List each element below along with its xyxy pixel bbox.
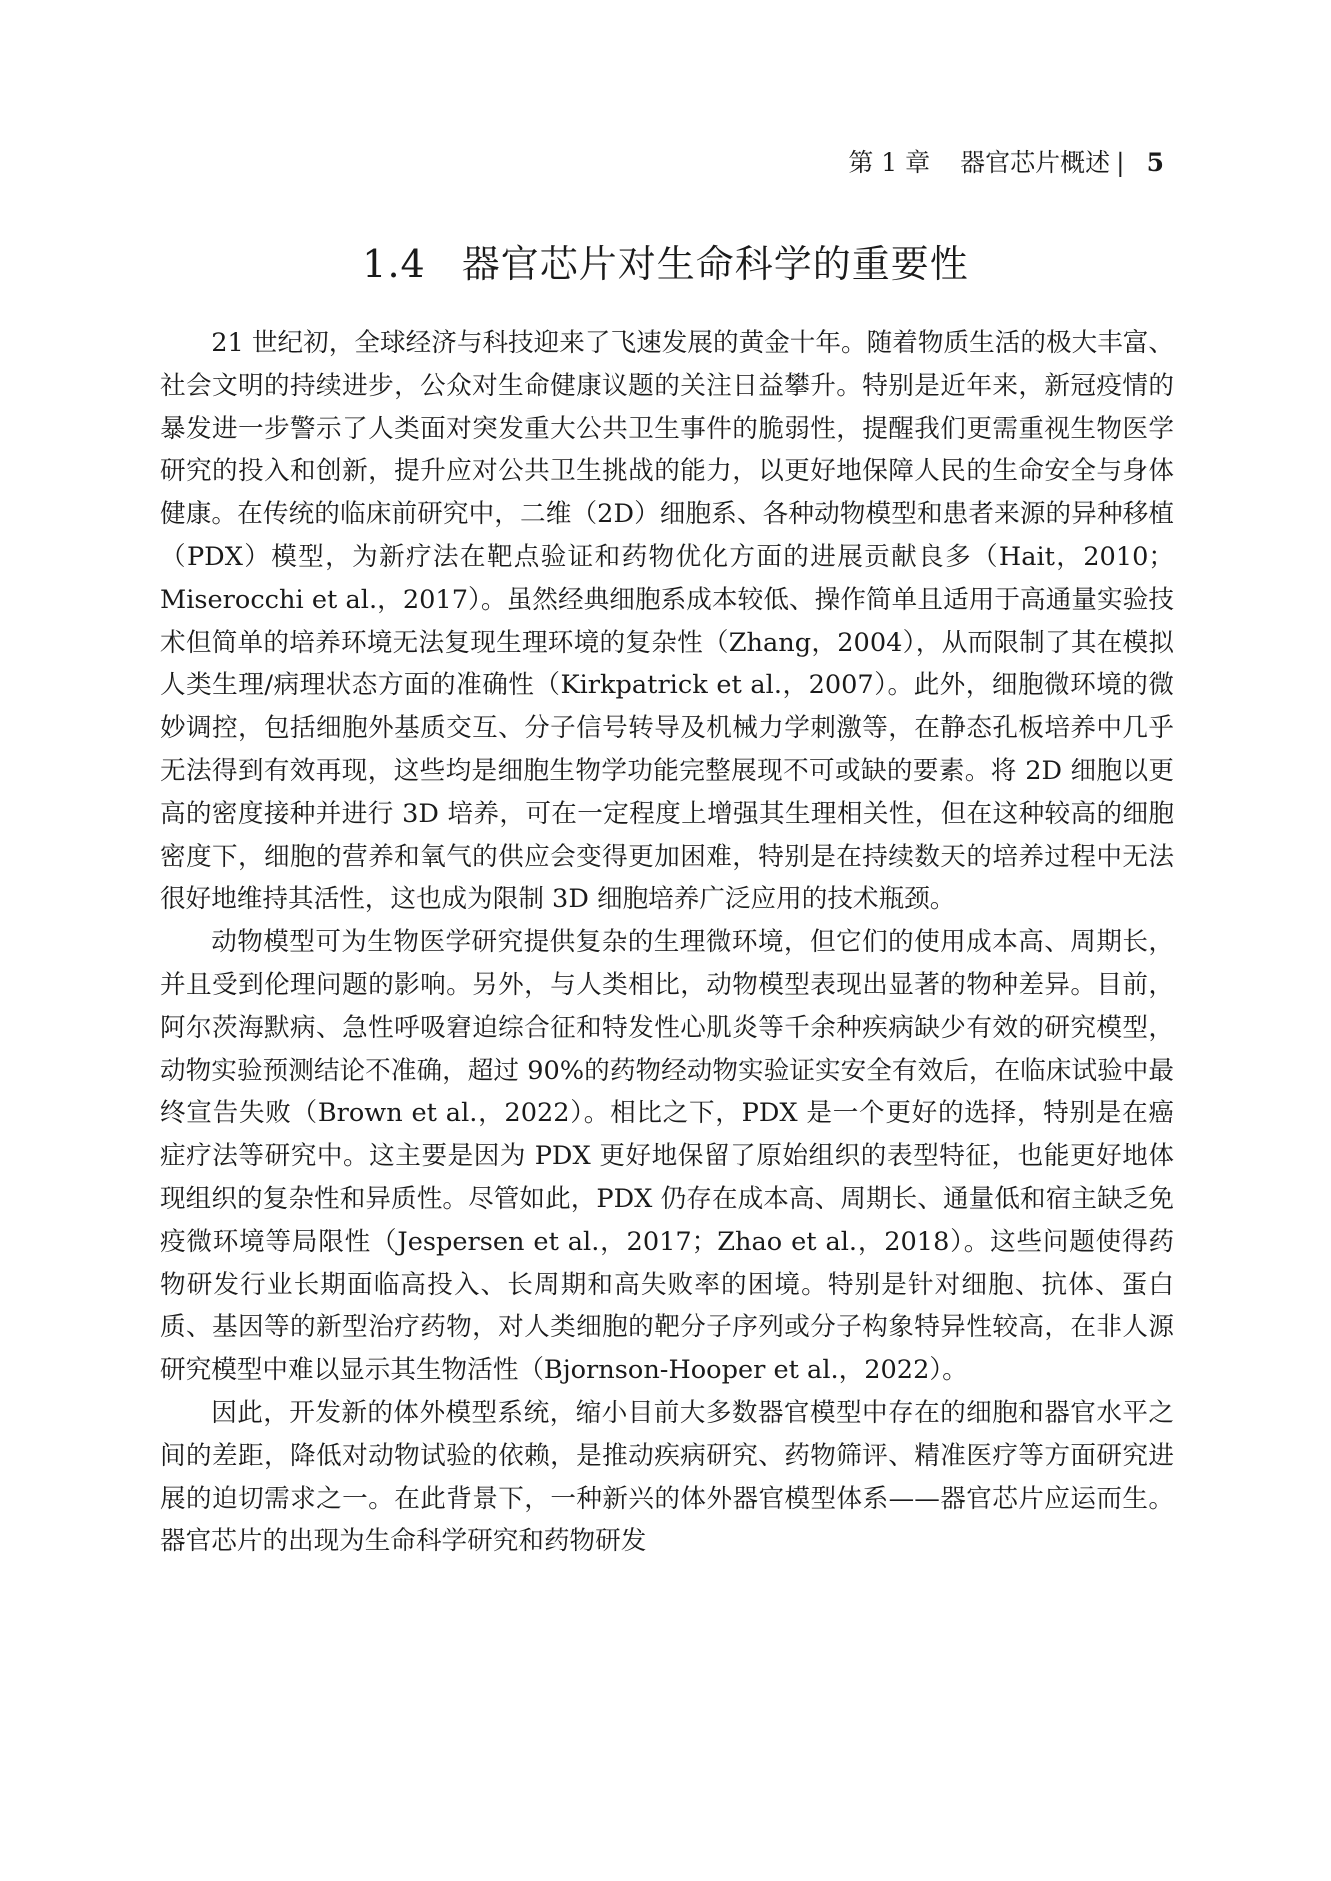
chapter-title: 器官芯片概述 <box>960 148 1111 177</box>
paragraph-1: 21 世纪初，全球经济与科技迎来了飞速发展的黄金十年。随着物质生活的极大丰富、社会文明的持续进步，公众对生命健康议题的关注日益攀升。特别是近年来，新冠疫情的暴发进一步警示了人类面对突发重大公共卫生事件的脆弱性，提醒我们更需重视生物医学研究的投入和创新，提升应对公共卫生挑战的能力，以更好地保障人民的生命安全与身体健康。在传统的临床前研究中，二维（2D）细胞系、各种动物模型和患者来源的异种移植（PDX）模型，为新疗法在靶点验证和药物优化方面的进展贡献良多（Hait，2010；Miserocchi et al.，2017）。虽然经典细胞系成本较低、操作简单且适用于高通量实验技术但简单的培养环境无法复现生理环境的复杂性（Zhang，2004），从而限制了其在模拟人类生理/病理状态方面的准确性（Kirkpatrick et al.，2007）。此外，细胞微环境的微妙调控，包括细胞外基质交互、分子信号转导及机械力学刺激等，在静态孔板培养中几乎无法得到有效再现，这些均是细胞生物学功能完整展现不可或缺的要素。将 2D 细胞以更高的密度接种并进行 3D 培养，可在一定程度上增强其生理相关性，但在这种较高的细胞密度下，细胞的营养和氧气的供应会变得更加困难，特别是在持续数天的培养过程中无法很好地维持其活性，这也成为限制 3D 细胞培养广泛应用的技术瓶颈。 <box>160 328 1174 915</box>
page-number: 5 <box>1146 148 1164 177</box>
paragraph-3: 因此，开发新的体外模型系统，缩小目前大多数器官模型中存在的细胞和器官水平之间的差距，降低对动物试验的依赖，是推动疾病研究、药物筛评、精准医疗等方面研究进展的迫切需求之一。在此背景下，一种新兴的体外器官模型体系——器官芯片应运而生。器官芯片的出现为生命科学研究和药物研发 <box>160 1397 1174 1557</box>
section-heading <box>0 238 1331 290</box>
body-text <box>160 322 1174 1563</box>
section-number: 1.4 <box>362 242 426 286</box>
chapter-label: 第 1 章 <box>848 148 931 177</box>
header-separator: | <box>1116 148 1125 177</box>
running-header <box>848 146 1164 180</box>
paragraph-2: 动物模型可为生物医学研究提供复杂的生理微环境，但它们的使用成本高、周期长，并且受到伦理问题的影响。另外，与人类相比，动物模型表现出显著的物种差异。目前，阿尔茨海默病、急性呼吸窘迫综合征和特发性心肌炎等千余种疾病缺少有效的研究模型，动物实验预测结论不准确，超过 90%的药物经动物实验证实安全有效后，在临床试验中最终宣告失败（Brown et al.，2022）。相比之下，PDX 是一个更好的选择，特别是在癌症疗法等研究中。这主要是因为 PDX 更好地保留了原始组织的表型特征，也能更好地体现组织的复杂性和异质性。尽管如此，PDX 仍存在成本高、周期长、通量低和宿主缺乏免疫微环境等局限性（Jespersen et al.，2017；Zhao et al.，2018）。这些问题使得药物研发行业长期面临高投入、长周期和高失败率的困境。特别是针对细胞、抗体、蛋白质、基因等的新型治疗药物，对人类细胞的靶分子序列或分子构象特异性较高，在非人源研究模型中难以显示其生物活性（Bjornson-Hooper et al.，2022）。 <box>160 927 1174 1386</box>
section-title-text: 器官芯片对生命科学的重要性 <box>461 242 969 286</box>
